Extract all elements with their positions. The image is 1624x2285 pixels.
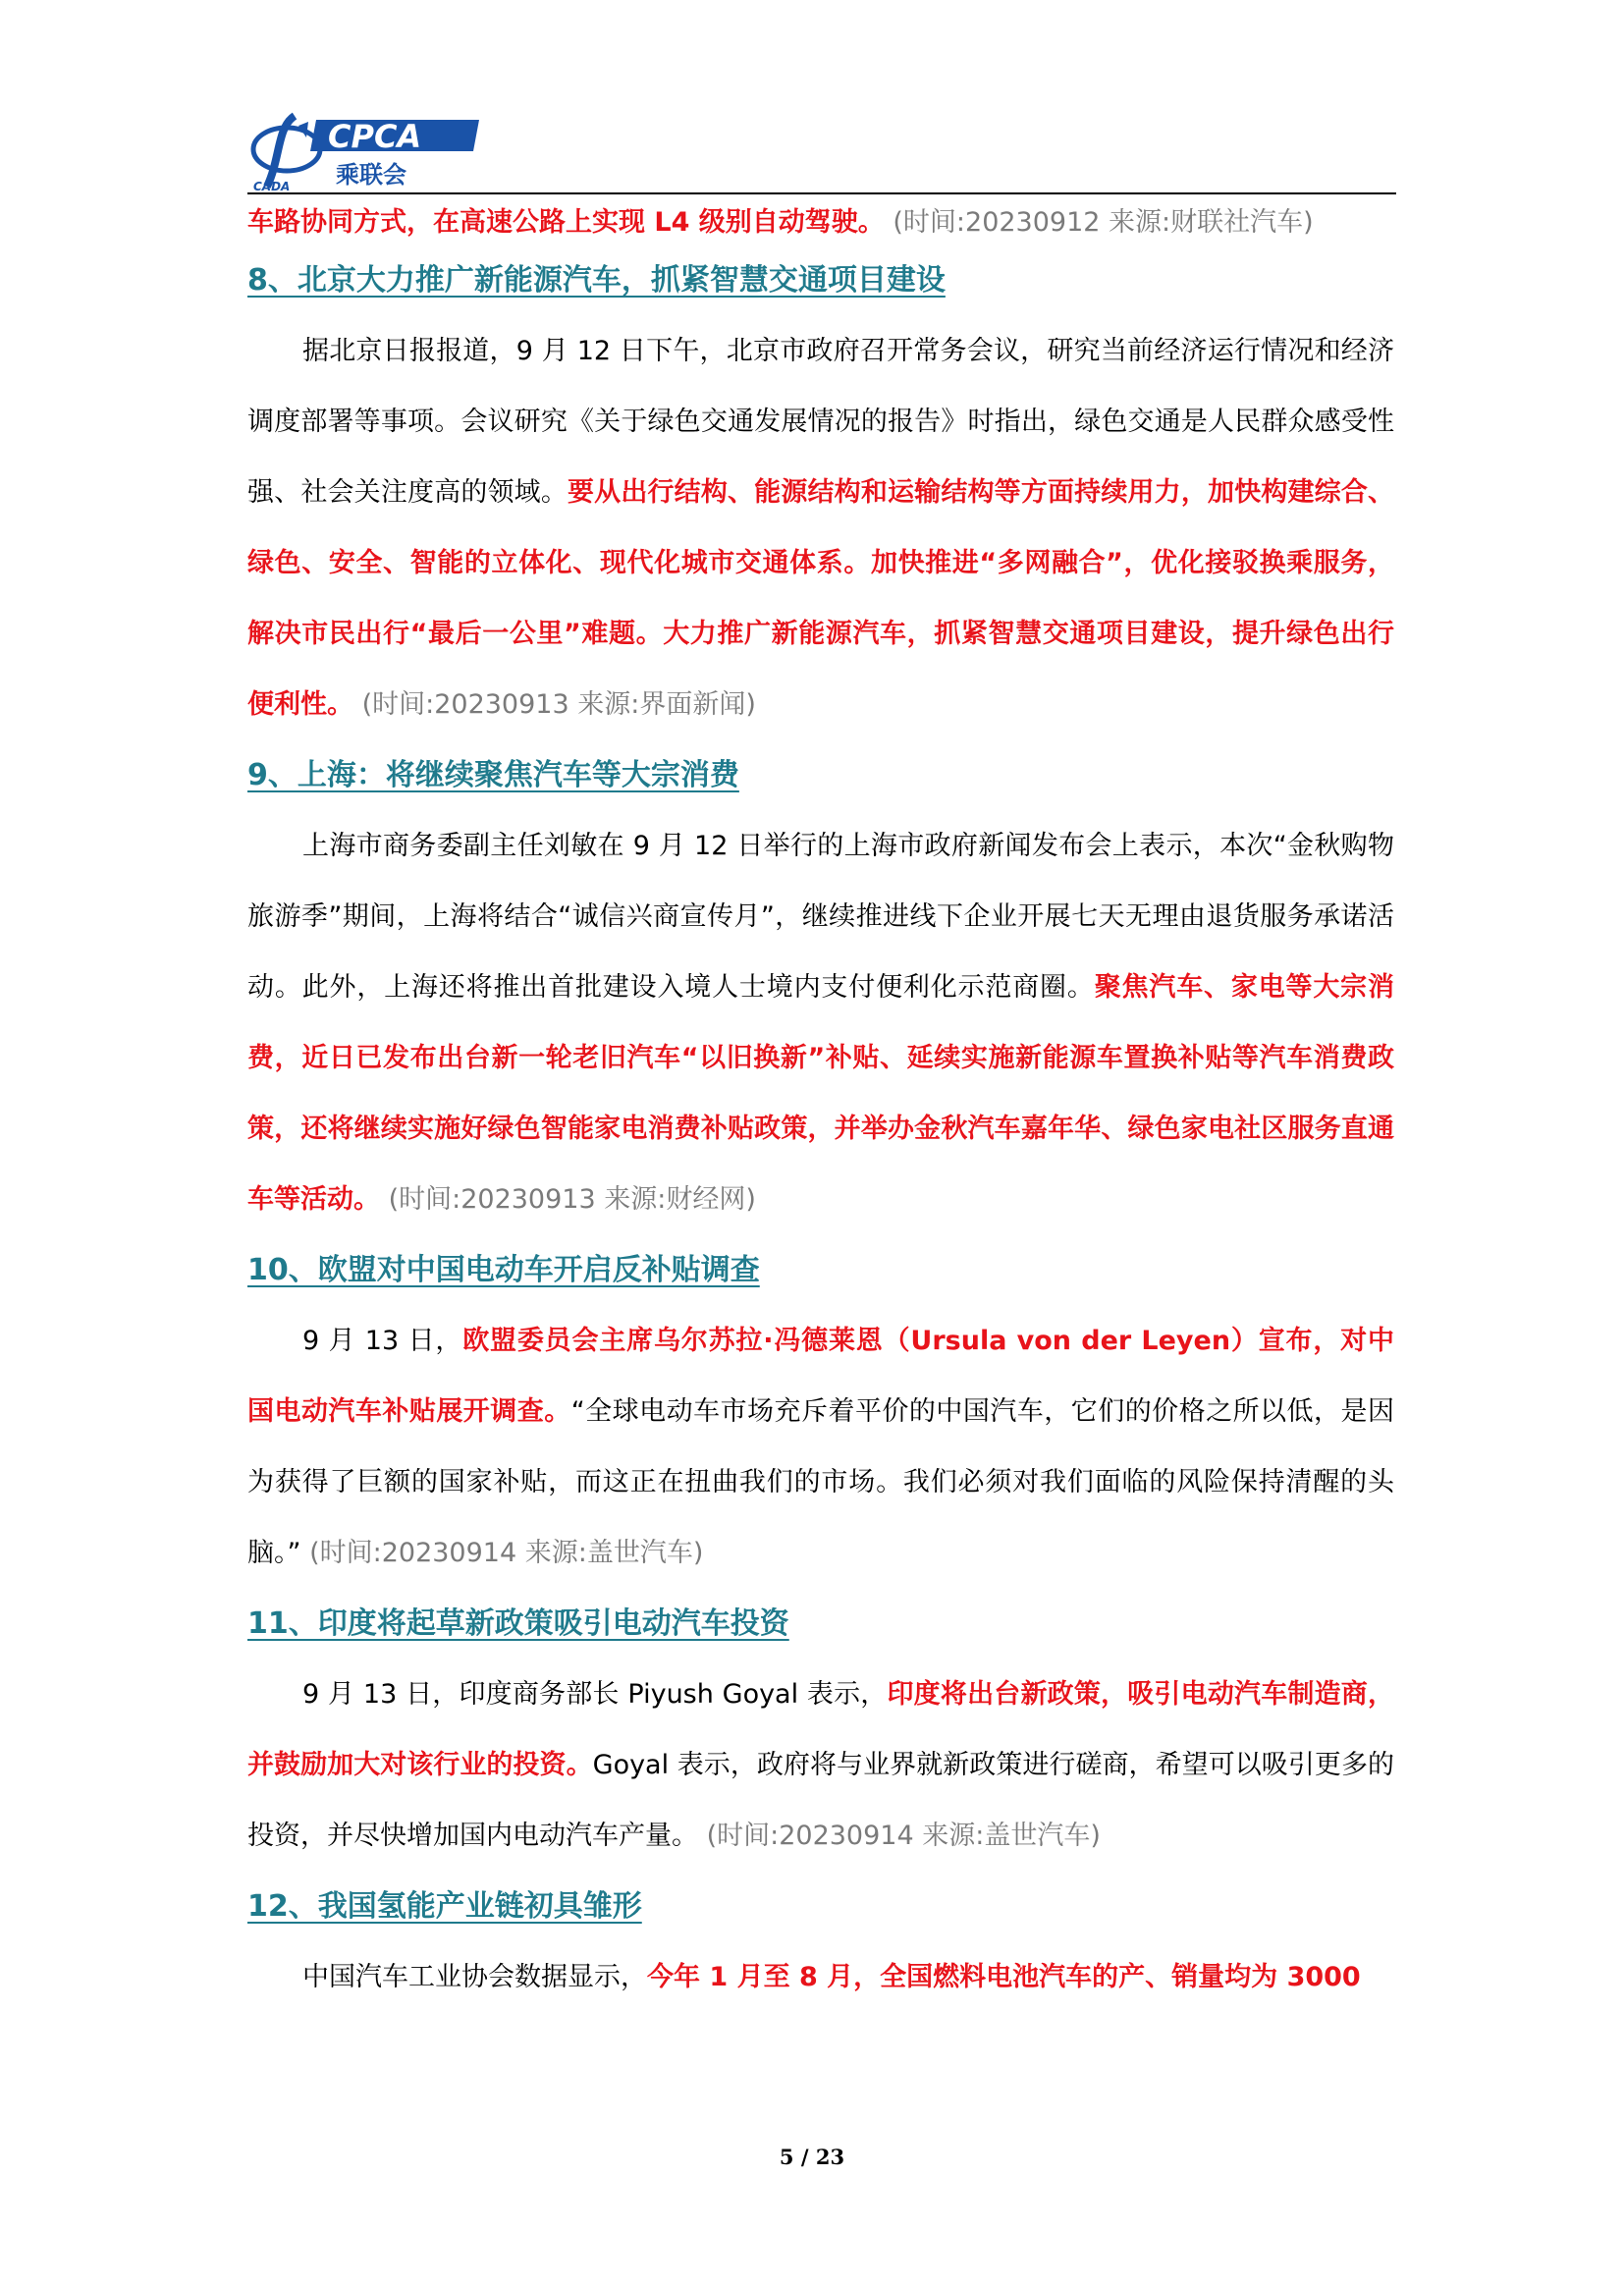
section-8-highlight: 要从出行结构、能源结构和运输结构等方面持续用力，加快构建综合、绿色、安全、智能的立体化、现代化城市交通体系。加快推进“多网融合”，优化接驳换乘服务，解决市民出行“最后一公里”难题。大力推广新能源汽车，抓紧智慧交通项目建设，提升绿色出行便利性。 [247,477,1394,720]
cpca-logo [247,108,483,192]
section-title-10: 10、欧盟对中国电动车开启反补贴调查 [247,1253,760,1287]
section-12-text: 中国汽车工业协会数据显示， [302,1962,647,1992]
page-header [247,108,1396,192]
section-title-8: 8、北京大力推广新能源汽车，抓紧智慧交通项目建设 [247,263,946,298]
section-11-text-2: Goyal 表示，政府将与业界就新政策进行磋商，希望可以吸引更多的投资，并尽快增加国内电动汽车产量。 [247,1750,1394,1851]
intro-highlight: 车路协同方式，在高速公路上实现 L4 级别自动驾驶。 [247,207,885,238]
section-10-meta: (时间:20230914 来源:盖世汽车) [309,1538,704,1568]
section-11-meta: (时间:20230914 来源:盖世汽车) [706,1821,1101,1851]
section-body-9 [247,811,1394,1235]
current-page: 5 [779,2145,794,2169]
section-title-9: 9、上海：将继续聚焦汽车等大宗消费 [247,758,739,792]
section-9-highlight: 聚焦汽车、家电等大宗消费，近日已发布出台新一轮老旧汽车“以旧换新”补贴、延续实施新能源车置换补贴等汽车消费政策，还将继续实施好绿色智能家电消费补贴政策，并举办金秋汽车嘉年华、绿色家电社区服务直通车等活动。 [247,972,1395,1215]
section-title-11: 11、印度将起草新政策吸引电动汽车投资 [247,1606,789,1641]
total-pages: 23 [815,2145,845,2169]
page-number [0,2145,1624,2169]
section-10-quote: “全球电动车市场充斥着平价的中国汽车，它们的价格之所以低，是因为获得了巨额的国家补贴，而这正在扭曲我们的市场。我们必须对我们面临的风险保持清醒的头脑。” [247,1396,1394,1568]
section-body-12 [247,1942,1394,2013]
intro-paragraph [247,200,1394,245]
page-separator: / [800,2145,809,2169]
section-12-highlight: 今年 1 月至 8 月，全国燃料电池汽车的产、销量均为 3000 [647,1962,1361,1992]
section-body-10 [247,1306,1394,1589]
section-9-meta: (时间:20230913 来源:财经网) [388,1184,756,1215]
header-rule [247,192,1396,194]
section-11-text: 9 月 13 日，印度商务部长 Piyush Goyal 表示， [302,1679,888,1710]
logo-sub-text: 乘联会 [336,161,406,189]
section-title-12: 12、我国氢能产业链初具雏形 [247,1889,642,1924]
section-body-8 [247,316,1394,740]
logo-small-text: CADA [253,180,291,192]
section-8-meta: (时间:20230913 来源:界面新闻) [361,689,756,720]
intro-meta: (时间:20230912 来源:财联社汽车) [893,207,1314,238]
section-11-highlight: 印度将出台新政策，吸引电动汽车制造商，并鼓励加大对该行业的投资。 [247,1679,1394,1780]
logo-text: CPCA [328,118,422,155]
section-10-text: 9 月 13 日， [302,1326,463,1356]
section-body-11 [247,1659,1394,1872]
section-9-text: 上海市商务委副主任刘敏在 9 月 12 日举行的上海市政府新闻发布会上表示，本次“金秋购物旅游季”期间，上海将结合“诚信兴商宣传月”，继续推进线下企业开展七天无理由退货服务承诺活动。此外，上海还将推出首批建设入境人士境内支付便利化示范商圈。 [247,831,1394,1003]
section-10-highlight: 欧盟委员会主席乌尔苏拉·冯德莱恩（Ursula von der Leyen）宣布，对中国电动汽车补贴展开调查。 [247,1326,1394,1427]
section-8-text: 据北京日报报道，9 月 12 日下午，北京市政府召开常务会议，研究当前经济运行情况和经济调度部署等事项。会议研究《关于绿色交通发展情况的报告》时指出，绿色交通是人民群众感受性强、社会关注度高的领域。 [247,336,1394,508]
article-body [247,200,1394,2013]
